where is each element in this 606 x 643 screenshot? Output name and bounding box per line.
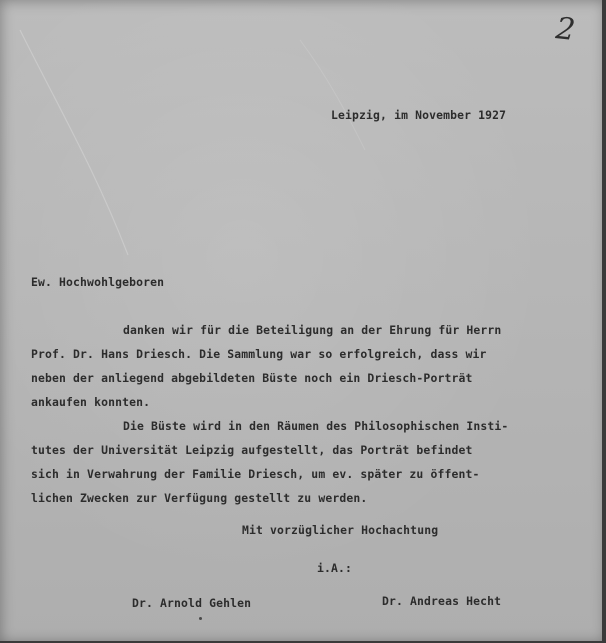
salutation: Ew. Hochwohlgeboren xyxy=(31,275,165,289)
signatory-hecht: Dr. Andreas Hecht xyxy=(382,594,502,608)
closing-formula: Mit vorzüglicher Hochachtung xyxy=(242,523,439,537)
page-edge-right xyxy=(602,0,606,643)
place-and-date: Leipzig, im November 1927 xyxy=(331,108,507,122)
body-line: lichen Zwecken zur Verfügung gestellt zu werden. xyxy=(31,491,368,505)
body-line: ankaufen konnten. xyxy=(31,395,151,409)
signatory-gehlen: Dr. Arnold Gehlen xyxy=(132,596,252,610)
body-line: tutes der Universität Leipzig aufgestellt, das Porträt befindet xyxy=(31,443,473,457)
handwritten-page-number: 2 xyxy=(554,11,577,48)
body-line: Die Büste wird in den Räumen des Philosophischen Insti- xyxy=(123,419,509,433)
on-behalf-note: i.A.: xyxy=(317,561,353,575)
body-line: Prof. Dr. Hans Driesch. Die Sammlung war so erfolgreich, dass wir xyxy=(31,347,487,361)
body-line: danken wir für die Beteiligung an der Ehrung für Herrn xyxy=(123,323,502,337)
body-line: neben der anliegend abgebildeten Büste noch ein Driesch-Porträt xyxy=(31,371,473,385)
ink-dot xyxy=(199,617,202,620)
body-line: sich in Verwahrung der Familie Driesch, um ev. später zu öffent- xyxy=(31,467,480,481)
